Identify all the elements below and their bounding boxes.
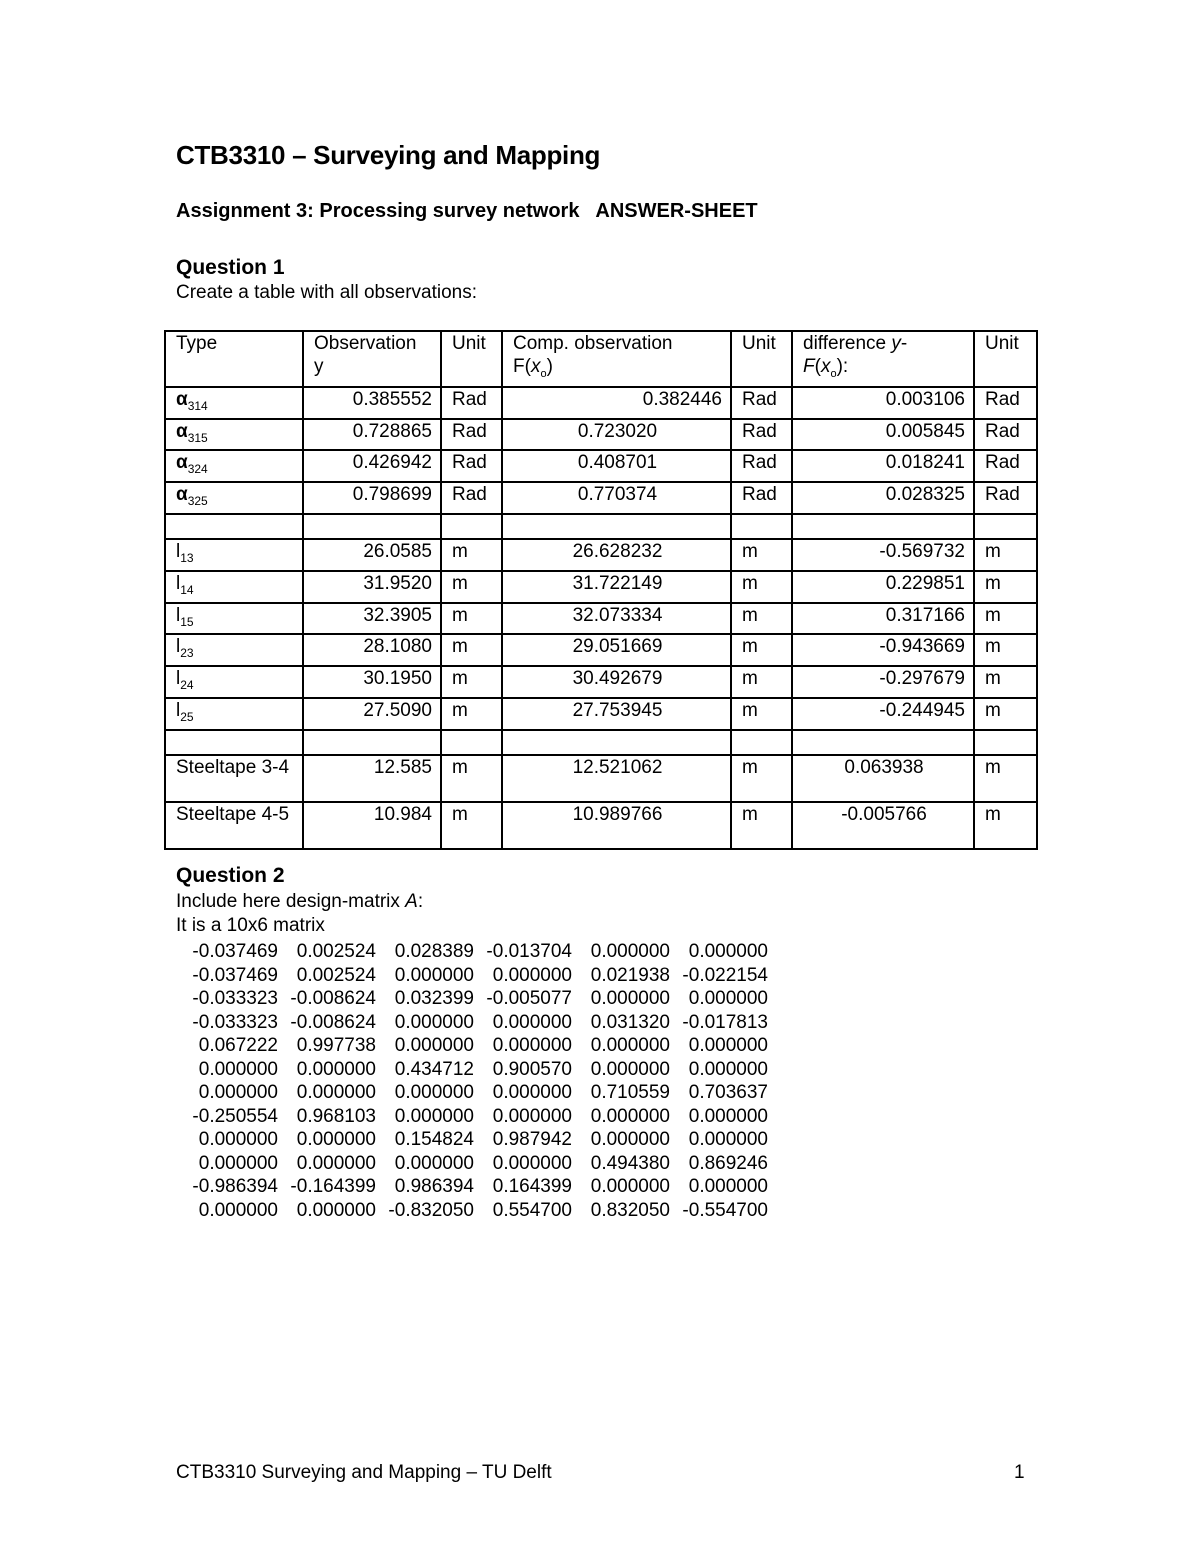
- matrix-cell: 0.000000: [198, 1058, 278, 1080]
- matrix-cell: 0.000000: [688, 988, 768, 1009]
- cell-comp-observation: 26.628232: [502, 539, 731, 571]
- cell-difference: [792, 730, 974, 755]
- cell-unit: Rad: [441, 482, 502, 514]
- table-row: [165, 666, 1037, 698]
- matrix-cell: 0.154824: [394, 1129, 474, 1150]
- cell-observation: 31.9520: [303, 571, 441, 603]
- matrix-cell: 0.869246: [688, 1152, 768, 1174]
- cell-unit: Rad: [731, 482, 792, 514]
- cell-difference: -0.244945: [792, 698, 974, 730]
- table-row: [165, 514, 1037, 539]
- cell-unit: m: [974, 634, 1037, 666]
- question2-line1: Include here design-matrix A:: [176, 891, 424, 912]
- matrix-cell: 0.000000: [688, 1129, 768, 1150]
- cell-type: [165, 730, 303, 755]
- type-symbol: l: [176, 540, 181, 562]
- cell-difference: -0.569732: [792, 539, 974, 571]
- cell-difference: 0.317166: [792, 603, 974, 635]
- question2-heading: Question 2: [176, 864, 285, 887]
- cell-comp-observation: [502, 514, 731, 539]
- cell-unit: Rad: [974, 482, 1037, 514]
- cell-unit: m: [731, 571, 792, 603]
- matrix-cell: 0.710559: [590, 1082, 670, 1103]
- cell-type: [165, 539, 303, 571]
- cell-unit: m: [974, 539, 1037, 571]
- table-row: [165, 571, 1037, 603]
- matrix-cell: 0.000000: [688, 1176, 768, 1197]
- matrix-cell: 0.000000: [394, 1011, 474, 1033]
- col-header-unit: Unit: [974, 331, 1037, 387]
- matrix-row: [180, 1011, 768, 1035]
- matrix-cell: 0.000000: [198, 1152, 278, 1174]
- cell-difference: 0.005845: [792, 419, 974, 451]
- cell-type: [165, 387, 303, 419]
- table-header-row: [165, 331, 1037, 387]
- matrix-cell: 0.000000: [198, 1082, 278, 1103]
- cell-unit: m: [441, 755, 502, 802]
- cell-comp-observation: 10.989766: [502, 802, 731, 849]
- cell-comp-observation: 31.722149: [502, 571, 731, 603]
- matrix-cell: -0.250554: [192, 1105, 278, 1127]
- cell-unit: m: [974, 755, 1037, 802]
- footer-text: CTB3310 Surveying and Mapping – TU Delft: [176, 1462, 552, 1483]
- cell-unit: [731, 730, 792, 755]
- type-symbol: l: [176, 699, 181, 721]
- matrix-cell: 0.000000: [492, 1011, 572, 1033]
- type-subscript: 24: [180, 677, 194, 692]
- cell-difference: 0.028325: [792, 482, 974, 514]
- matrix-cell: 0.000000: [296, 1082, 376, 1103]
- footer-page-number: 1: [1014, 1462, 1025, 1483]
- cell-unit: m: [974, 698, 1037, 730]
- type-symbol: l: [176, 636, 181, 658]
- matrix-row: [180, 987, 768, 1011]
- matrix-cell: 0.021938: [590, 964, 670, 986]
- cell-comp-observation: 0.770374: [502, 482, 731, 514]
- matrix-cell: 0.494380: [590, 1152, 670, 1174]
- question1-instruction: Create a table with all observations:: [176, 282, 477, 303]
- cell-observation: [303, 730, 441, 755]
- matrix-cell: -0.005077: [486, 988, 572, 1009]
- matrix-row: [180, 1175, 768, 1199]
- matrix-cell: 0.028389: [394, 941, 474, 962]
- matrix-cell: -0.554700: [682, 1199, 768, 1221]
- type-symbol: α: [176, 388, 188, 410]
- matrix-cell: 0.000000: [492, 1105, 572, 1127]
- matrix-cell: -0.164399: [290, 1176, 376, 1197]
- cell-type: [165, 634, 303, 666]
- matrix-row: [180, 1058, 768, 1082]
- cell-unit: m: [731, 634, 792, 666]
- cell-difference: -0.943669: [792, 634, 974, 666]
- col-header-difference: difference y- $F(x_o)$:: [792, 331, 974, 387]
- matrix-cell: -0.986394: [192, 1176, 278, 1197]
- matrix-cell: 0.000000: [688, 1058, 768, 1080]
- type-subscript: 14: [180, 582, 194, 597]
- type-subscript: 15: [180, 614, 194, 629]
- cell-observation: 0.728865: [303, 419, 441, 451]
- matrix-row: [180, 1152, 768, 1176]
- cell-unit: m: [441, 539, 502, 571]
- matrix-cell: 0.000000: [590, 1035, 670, 1056]
- matrix-cell: 0.000000: [688, 1105, 768, 1127]
- cell-unit: [441, 730, 502, 755]
- cell-unit: m: [731, 755, 792, 802]
- matrix-cell: 0.032399: [394, 988, 474, 1009]
- cell-observation: 0.798699: [303, 482, 441, 514]
- cell-difference: 0.018241: [792, 450, 974, 482]
- cell-unit: Rad: [974, 450, 1037, 482]
- matrix-cell: 0.000000: [394, 964, 474, 986]
- matrix-cell: 0.000000: [590, 1105, 670, 1127]
- cell-type: [165, 514, 303, 539]
- cell-observation: 30.1950: [303, 666, 441, 698]
- matrix-cell: 0.000000: [590, 1129, 670, 1150]
- matrix-row: [180, 1128, 768, 1152]
- matrix-cell: 0.000000: [394, 1082, 474, 1103]
- cell-unit: m: [441, 698, 502, 730]
- type-subscript: 315: [187, 430, 208, 445]
- matrix-cell: 0.987942: [492, 1129, 572, 1150]
- matrix-cell: 0.002524: [296, 964, 376, 986]
- cell-difference: -0.297679: [792, 666, 974, 698]
- matrix-cell: 0.000000: [492, 964, 572, 986]
- matrix-cell: 0.031320: [590, 1011, 670, 1033]
- type-subscript: 324: [187, 462, 208, 477]
- cell-unit: m: [441, 666, 502, 698]
- cell-unit: [974, 514, 1037, 539]
- col-header-type: Type: [165, 331, 303, 387]
- cell-observation: [303, 514, 441, 539]
- matrix-cell: 0.000000: [492, 1152, 572, 1174]
- col-header-observation: Observation y: [303, 331, 441, 387]
- table-row: [165, 755, 1037, 802]
- cell-observation: 10.984: [303, 802, 441, 849]
- matrix-cell: 0.703637: [688, 1082, 768, 1103]
- cell-unit: m: [731, 666, 792, 698]
- cell-type: [165, 419, 303, 451]
- cell-comp-observation: 32.073334: [502, 603, 731, 635]
- cell-difference: 0.229851: [792, 571, 974, 603]
- matrix-cell: 0.986394: [394, 1176, 474, 1197]
- matrix-cell: 0.067222: [198, 1035, 278, 1056]
- matrix-cell: 0.002524: [296, 941, 376, 962]
- matrix-cell: -0.017813: [682, 1011, 768, 1033]
- type-subscript: 13: [180, 550, 194, 565]
- cell-observation: 0.385552: [303, 387, 441, 419]
- observations-table: [164, 330, 1038, 850]
- table-row: [165, 387, 1037, 419]
- cell-type: [165, 755, 303, 802]
- cell-unit: Rad: [731, 387, 792, 419]
- cell-unit: Rad: [441, 450, 502, 482]
- cell-unit: m: [441, 571, 502, 603]
- cell-difference: [792, 514, 974, 539]
- matrix-cell: 0.000000: [296, 1058, 376, 1080]
- matrix-cell: 0.832050: [590, 1199, 670, 1221]
- matrix-cell: 0.900570: [492, 1058, 572, 1080]
- matrix-cell: -0.033323: [192, 988, 278, 1009]
- matrix-cell: 0.000000: [688, 941, 768, 962]
- cell-type: [165, 450, 303, 482]
- matrix-cell: 0.000000: [590, 941, 670, 962]
- matrix-cell: 0.000000: [590, 1176, 670, 1197]
- cell-comp-observation: 0.723020: [502, 419, 731, 451]
- matrix-row: [180, 1081, 768, 1105]
- table-row: [165, 730, 1037, 755]
- matrix-cell: -0.013704: [486, 941, 572, 962]
- matrix-cell: 0.164399: [492, 1176, 572, 1197]
- cell-observation: 28.1080: [303, 634, 441, 666]
- type-symbol: l: [176, 572, 181, 594]
- cell-type: [165, 802, 303, 849]
- matrix-cell: -0.832050: [388, 1199, 474, 1221]
- cell-comp-observation: 30.492679: [502, 666, 731, 698]
- matrix-cell: 0.000000: [590, 1058, 670, 1080]
- matrix-cell: 0.000000: [394, 1105, 474, 1127]
- table-row: [165, 539, 1037, 571]
- cell-type: [165, 698, 303, 730]
- cell-unit: m: [974, 571, 1037, 603]
- cell-unit: m: [974, 666, 1037, 698]
- cell-comp-observation: 12.521062: [502, 755, 731, 802]
- cell-unit: [974, 730, 1037, 755]
- table-row: [165, 450, 1037, 482]
- cell-comp-observation: [502, 730, 731, 755]
- cell-difference: -0.005766: [792, 802, 974, 849]
- cell-difference: 0.063938: [792, 755, 974, 802]
- matrix-row: [180, 1199, 768, 1223]
- table-row: [165, 482, 1037, 514]
- matrix-cell: 0.000000: [492, 1082, 572, 1103]
- matrix-cell: 0.000000: [394, 1035, 474, 1056]
- cell-comp-observation: 0.382446: [502, 387, 731, 419]
- question1-heading: Question 1: [176, 256, 285, 279]
- type-symbol: Steeltape 4-5: [176, 803, 290, 825]
- cell-unit: m: [441, 634, 502, 666]
- col-header-unit: Unit: [441, 331, 502, 387]
- cell-comp-observation: 0.408701: [502, 450, 731, 482]
- matrix-row: [180, 1034, 768, 1058]
- cell-unit: m: [974, 802, 1037, 849]
- cell-comp-observation: 29.051669: [502, 634, 731, 666]
- cell-unit: m: [731, 802, 792, 849]
- assignment-subtitle: Assignment 3: Processing survey network ANSWER-SHEET: [176, 200, 758, 222]
- matrix-cell: -0.008624: [290, 1011, 376, 1033]
- matrix-cell: -0.037469: [192, 964, 278, 986]
- matrix-cell: 0.000000: [590, 988, 670, 1009]
- matrix-cell: 0.000000: [688, 1035, 768, 1056]
- cell-observation: 27.5090: [303, 698, 441, 730]
- matrix-cell: 0.554700: [492, 1199, 572, 1221]
- type-subscript: 314: [187, 398, 208, 413]
- cell-unit: Rad: [974, 419, 1037, 451]
- cell-unit: Rad: [441, 387, 502, 419]
- type-subscript: 23: [180, 646, 194, 661]
- cell-unit: m: [441, 802, 502, 849]
- cell-unit: Rad: [441, 419, 502, 451]
- cell-observation: 32.3905: [303, 603, 441, 635]
- matrix-cell: 0.000000: [296, 1129, 376, 1150]
- cell-type: [165, 603, 303, 635]
- matrix-cell: 0.968103: [296, 1105, 376, 1127]
- matrix-row: [180, 1105, 768, 1129]
- type-subscript: 325: [187, 493, 208, 508]
- table-row: [165, 698, 1037, 730]
- cell-unit: m: [441, 603, 502, 635]
- type-symbol: α: [176, 420, 188, 442]
- matrix-cell: -0.022154: [682, 964, 768, 986]
- matrix-cell: -0.037469: [192, 941, 278, 962]
- cell-unit: Rad: [974, 387, 1037, 419]
- table-row: [165, 802, 1037, 849]
- type-subscript: 25: [180, 709, 194, 724]
- matrix-cell: 0.000000: [198, 1199, 278, 1221]
- question2-line2: It is a 10x6 matrix: [176, 915, 325, 936]
- matrix-cell: 0.997738: [296, 1035, 376, 1056]
- matrix-cell: 0.000000: [492, 1035, 572, 1056]
- cell-type: [165, 666, 303, 698]
- cell-observation: 26.0585: [303, 539, 441, 571]
- type-symbol: l: [176, 604, 181, 626]
- cell-unit: m: [974, 603, 1037, 635]
- matrix-row: [180, 964, 768, 988]
- document-title: CTB3310 – Surveying and Mapping: [176, 140, 601, 170]
- type-symbol: α: [176, 452, 188, 474]
- cell-unit: Rad: [731, 450, 792, 482]
- matrix-cell: 0.000000: [296, 1199, 376, 1221]
- design-matrix: [180, 940, 768, 1222]
- cell-observation: 12.585: [303, 755, 441, 802]
- cell-difference: 0.003106: [792, 387, 974, 419]
- type-symbol: Steeltape 3-4: [176, 756, 290, 778]
- cell-unit: Rad: [731, 419, 792, 451]
- cell-type: [165, 482, 303, 514]
- cell-unit: [441, 514, 502, 539]
- col-header-comp-observation: Comp. observation $F(x_o)$: [502, 331, 731, 387]
- cell-type: [165, 571, 303, 603]
- cell-unit: m: [731, 603, 792, 635]
- matrix-cell: 0.000000: [296, 1152, 376, 1174]
- matrix-cell: 0.000000: [394, 1152, 474, 1174]
- matrix-row: [180, 940, 768, 964]
- matrix-cell: -0.033323: [192, 1011, 278, 1033]
- cell-comp-observation: 27.753945: [502, 698, 731, 730]
- matrix-cell: -0.008624: [290, 988, 376, 1009]
- matrix-cell: 0.000000: [198, 1129, 278, 1150]
- table-row: [165, 603, 1037, 635]
- col-header-unit: Unit: [731, 331, 792, 387]
- cell-unit: [731, 514, 792, 539]
- cell-unit: m: [731, 539, 792, 571]
- table-row: [165, 634, 1037, 666]
- matrix-cell: 0.434712: [394, 1058, 474, 1080]
- type-symbol: l: [176, 668, 181, 690]
- table-row: [165, 419, 1037, 451]
- type-symbol: α: [176, 484, 188, 506]
- cell-observation: 0.426942: [303, 450, 441, 482]
- cell-unit: m: [731, 698, 792, 730]
